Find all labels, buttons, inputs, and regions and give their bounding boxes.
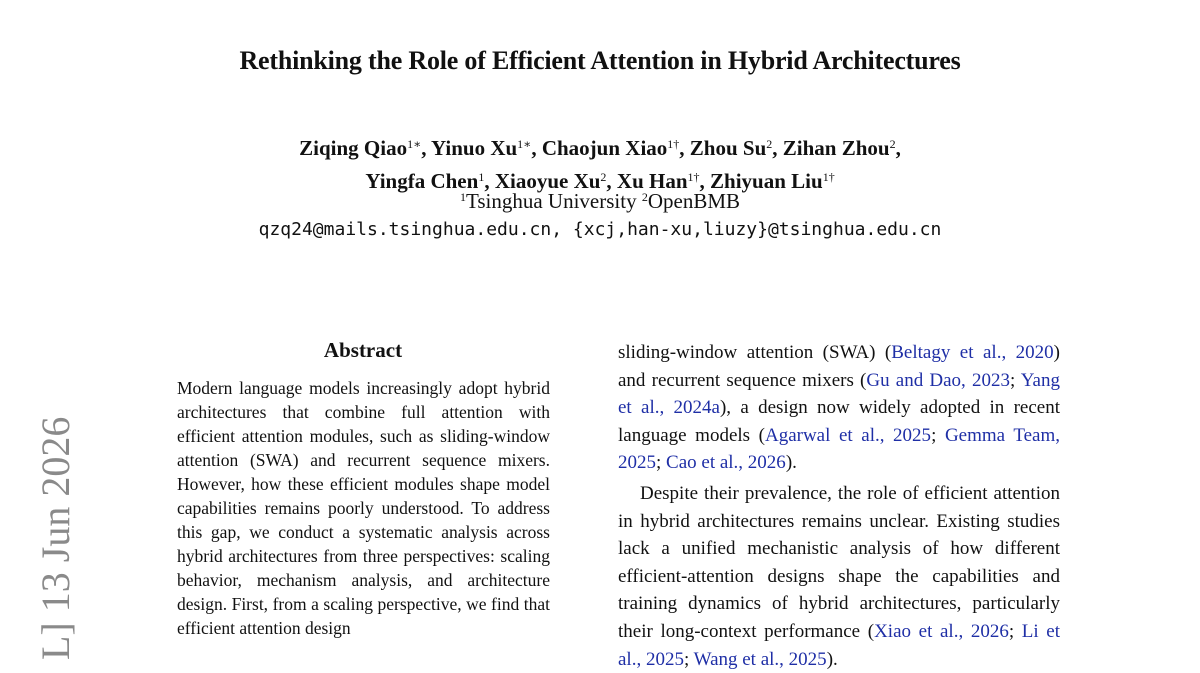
citation-link[interactable]: Gu and Dao, 2023 [866,369,1010,391]
citation-link[interactable]: Beltagy et al., 2020 [891,342,1054,363]
body-text: ). [785,452,797,474]
body-text: ), a design now widely adopted in recent language models ( [618,397,1060,446]
intro-paragraph-2 [618,480,1060,673]
affiliation-mark: 1 [459,190,466,204]
body-text: Despite their prevalence, the role of efficient attention in hybrid architectures remains unclear. Existing studies lack a unified mechanistic analysis of how different efficient-attention designs shape the capabilities and training dynamics of hybrid architectures, particularly their long-context performance ( [618,482,1060,642]
arxiv-watermark: L] 13 Jun 2026 [33,416,78,660]
author-name: Zhiyuan Liu [710,169,823,193]
author-affiliation-mark: 2 [766,137,773,151]
author-affiliation-mark: 1† [667,137,680,151]
affiliation-name: OpenBMB [647,189,741,213]
author-name: Zhou Su [689,136,767,160]
body-text: sliding-window attention (SWA) ( [618,342,892,363]
body-text: ; [1009,369,1021,391]
citation-link[interactable]: Agarwal et al., 2025 [764,424,932,446]
abstract-text: Modern language models increasingly adopt hybrid architectures that combine full attention with efficient attention modules, such as sliding-window attention (SWA) and recurrent sequence mixers. However, how these efficient modules shape model capabilities remains poorly understood. To address this gap, we conduct a systematic analysis across hybrid architectures from three perspectives: scaling behavior, mechanism analysis, and architecture design. First, from a scaling perspective, we find that efficient attention design [177,378,550,638]
introduction-column [618,339,1060,673]
body-text: ; [931,424,945,446]
citation-link[interactable]: Xiao et al., 2026 [874,620,1009,642]
affiliation-name: Tsinghua University [465,189,637,213]
citation-link[interactable]: Wang et al., 2025 [693,648,827,670]
author-block [0,130,1200,196]
author-name: Chaojun Xiao [541,136,668,160]
body-text: ; [656,452,667,474]
affiliations [0,189,1200,214]
author-affiliation-mark: 1† [687,170,700,184]
body-text: ; [683,648,694,670]
author-name: Ziqing Qiao [299,136,408,160]
body-text: ) and recurrent sequence mixers ( [618,342,1060,391]
author-affiliation-mark: 2 [600,170,607,184]
body-text: ; [1008,620,1022,642]
citation-link[interactable]: Cao et al., 2026 [666,452,786,474]
affiliation-mark: 2 [641,190,648,204]
author-affiliation-mark: 1∗ [407,137,422,151]
citation-link[interactable]: Li et al., 2025 [618,620,1060,670]
author-name: Zihan Zhou [782,136,890,160]
abstract-heading: Abstract [323,338,403,362]
citation-link[interactable]: Gemma Team, 2025 [618,424,1060,474]
paper-title: Rethinking the Role of Efficient Attention in Hybrid Architectures [239,46,961,75]
author-affiliation-mark: 1∗ [517,137,532,151]
intro-paragraph-1 [618,339,1060,477]
author-name: Yingfa Chen [365,169,479,193]
author-emails: qzq24@mails.tsinghua.edu.cn, {xcj,han-xu,liuzy}@tsinghua.edu.cn [258,219,942,240]
author-affiliation-mark: 1† [822,170,835,184]
citation-link[interactable]: Yang et al., 2024a [618,369,1060,419]
author-name: Xu Han [616,169,688,193]
author-name: Yinuo Xu [430,136,518,160]
authors-line-1: Ziqing Qiao$^{1∗}$, Yinuo $Xu^{1∗}$, Chaojun Xiao$^{1\dagger}$, Zhou Su$^2$, Zihan Zhou$^2$, [299,136,901,160]
authors-line-2: Yingfa Chen$^1$, Xiaoyue Xu$^2$, Xu Han$^{1\dagger}$, Zhiyuan Liu$^{1\dagger}$ [365,169,835,193]
author-name: Xiaoyue Xu [494,169,601,193]
body-text: ). [826,648,838,670]
author-affiliation-mark: 2 [889,137,896,151]
author-affiliation-mark: 1 [478,170,485,184]
